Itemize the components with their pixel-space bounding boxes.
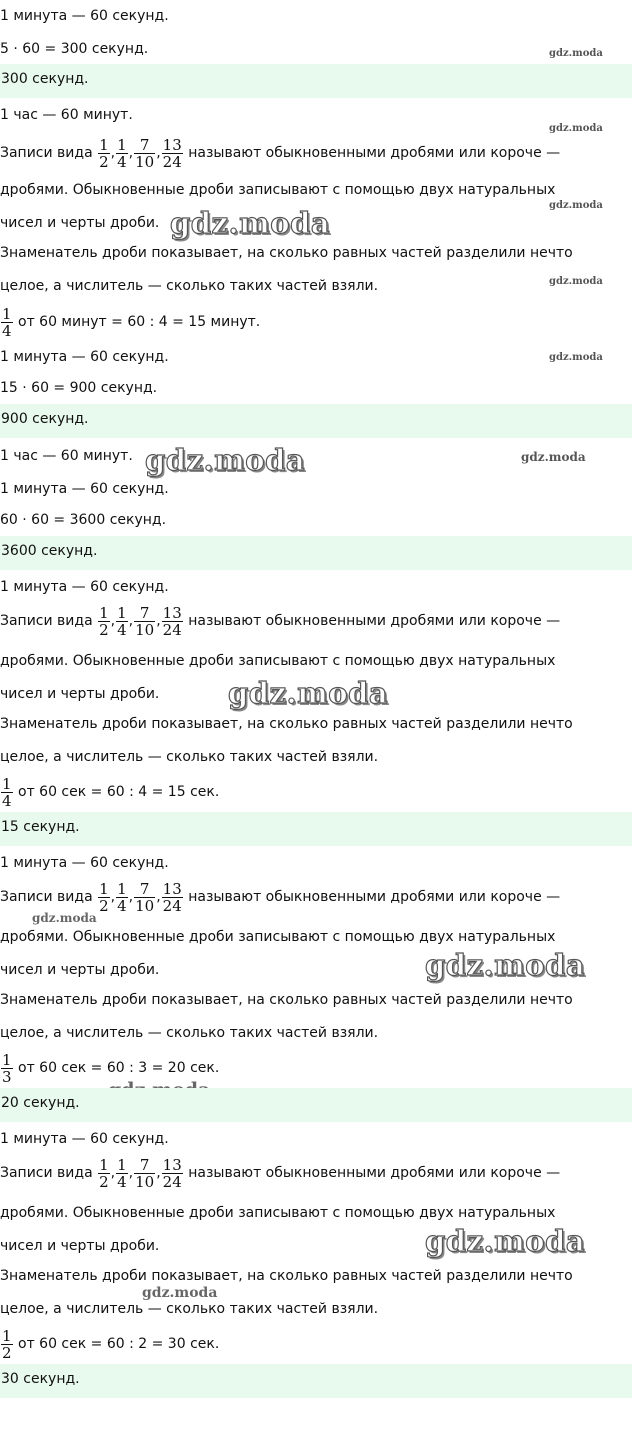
watermark-small: gdz.moda (549, 276, 603, 287)
watermark-small: gdz.moda (549, 48, 603, 59)
text-line: 1 час — 60 минут. (0, 107, 133, 123)
fraction: $\frac{1}{4}$ (117, 879, 127, 915)
definition-line: дробями. Обыкновенные дроби записывают с помощью двух натуральных (0, 929, 556, 945)
answer-row (0, 1364, 632, 1398)
fraction: $\frac{1}{2}$ (99, 603, 109, 639)
fraction: $\frac{1}{2}$ (99, 879, 109, 915)
definition-line: чисел и черты дроби. (0, 215, 160, 231)
answer-text: 30 секунд. (1, 1371, 80, 1387)
calc-line: 15 · 60 = 900 секунд. (0, 380, 158, 396)
definition-line: дробями. Обыкновенные дроби записывают с помощью двух натуральных (0, 653, 556, 669)
answer-text: 300 секунд. (1, 71, 89, 87)
fraction: $\frac{1}{4}$ (117, 135, 127, 171)
fraction: $\frac{7}{10}$ (135, 135, 155, 171)
definition-line: дробями. Обыкновенные дроби записывают с помощью двух натуральных (0, 1205, 556, 1221)
text-line: 1 минута — 60 секунд. (0, 855, 169, 871)
calc-line: $\frac{1}{4}$ от 60 сек = 60 : 4 = 15 сек. (2, 774, 220, 810)
fraction: $\frac{1}{4}$ (2, 304, 12, 340)
fraction: $\frac{7}{10}$ (135, 603, 155, 639)
text-line: 1 минута — 60 секунд. (0, 579, 169, 595)
watermark-large: gdz.moda (170, 206, 331, 240)
answer-text: 20 секунд. (1, 1095, 80, 1111)
fraction: $\frac{13}{24}$ (162, 879, 182, 915)
watermark-large: gdz.moda (425, 1224, 586, 1258)
answer-text: 15 секунд. (1, 819, 80, 835)
answer-row (0, 64, 632, 98)
text-line: 1 минута — 60 секунд. (0, 349, 169, 365)
definition-suffix: называют обыкновенными дробями или короче — (188, 145, 561, 161)
watermark-large: gdz.moda (145, 443, 306, 477)
fraction: $\frac{1}{2}$ (99, 135, 109, 171)
definition-line: дробями. Обыкновенные дроби записывают с помощью двух натуральных (0, 182, 556, 198)
answer-row (0, 536, 632, 570)
definition-line: Записи вида $\frac{1}{2}$ , $\frac{1}{4}$ , $\frac{7}{10}$ , $\frac{13}{24}$ называют обыкновенными дробями или короче — (0, 135, 561, 171)
watermark-large: gdz.moda (228, 676, 389, 710)
definition-line: целое, а числитель — сколько таких частей взяли. (0, 1025, 379, 1041)
definition-line: Записи вида $\frac{1}{2}$ , $\frac{1}{4}$ , $\frac{7}{10}$ , $\frac{13}{24}$ называют обыкновенными дробями или короче — (0, 879, 561, 915)
text-line: 1 минута — 60 секунд. (0, 1131, 169, 1147)
definition-line: Знаменатель дроби показывает, на сколько равных частей разделили нечто (0, 716, 573, 732)
answer-row (0, 1088, 632, 1122)
fraction: $\frac{13}{24}$ (162, 1155, 182, 1191)
fraction: $\frac{1}{4}$ (2, 774, 12, 810)
definition-prefix: Записи вида (0, 145, 93, 161)
fraction: $\frac{7}{10}$ (135, 879, 155, 915)
definition-line: Знаменатель дроби показывает, на сколько равных частей разделили нечто (0, 1268, 573, 1284)
fraction: $\frac{1}{3}$ (2, 1050, 12, 1086)
text-line: 1 минута — 60 секунд. (0, 8, 169, 24)
calc-line: $\frac{1}{3}$ от 60 сек = 60 : 3 = 20 сек. (2, 1050, 220, 1086)
answer-text: 3600 секунд. (1, 543, 98, 559)
watermark-small: gdz.moda (32, 911, 97, 925)
definition-line: целое, а числитель — сколько таких частей взяли. (0, 278, 379, 294)
text-line: 1 час — 60 минут. (0, 448, 133, 464)
watermark-large: gdz.moda (425, 948, 586, 982)
definition-line: целое, а числитель — сколько таких частей взяли. (0, 1301, 379, 1317)
definition-line: чисел и черты дроби. (0, 1238, 160, 1254)
calc-line: $\frac{1}{2}$ от 60 сек = 60 : 2 = 30 сек. (2, 1326, 220, 1362)
watermark-small: gdz.moda (521, 450, 586, 464)
definition-line: Знаменатель дроби показывает, на сколько равных частей разделили нечто (0, 245, 573, 261)
text-line: 1 минута — 60 секунд. (0, 481, 169, 497)
definition-line: Записи вида $\frac{1}{2}$ , $\frac{1}{4}$ , $\frac{7}{10}$ , $\frac{13}{24}$ называют обыкновенными дробями или короче — (0, 603, 561, 639)
fraction: $\frac{1}{2}$ (99, 1155, 109, 1191)
fraction: $\frac{7}{10}$ (135, 1155, 155, 1191)
definition-line: целое, а числитель — сколько таких частей взяли. (0, 749, 379, 765)
fraction: $\frac{1}{2}$ (2, 1326, 12, 1362)
answer-row (0, 812, 632, 846)
definition-line: чисел и черты дроби. (0, 962, 160, 978)
answer-row (0, 404, 632, 438)
calc-line: $\frac{1}{4}$ от 60 минут = 60 : 4 = 15 минут. (2, 304, 261, 340)
definition-line: Знаменатель дроби показывает, на сколько равных частей разделили нечто (0, 992, 573, 1008)
calc-line: 60 · 60 = 3600 секунд. (0, 512, 167, 528)
fraction: $\frac{1}{4}$ (117, 1155, 127, 1191)
watermark-small: gdz.moda (549, 123, 603, 134)
answer-text: 900 секунд. (1, 411, 89, 427)
definition-line: чисел и черты дроби. (0, 686, 160, 702)
watermark-medium: gdz.moda (142, 1285, 218, 1301)
fraction: $\frac{13}{24}$ (162, 135, 182, 171)
fraction: $\frac{1}{4}$ (117, 603, 127, 639)
watermark-small: gdz.moda (549, 352, 603, 363)
definition-line: Записи вида $\frac{1}{2}$ , $\frac{1}{4}$ , $\frac{7}{10}$ , $\frac{13}{24}$ называют обыкновенными дробями или короче — (0, 1155, 561, 1191)
watermark-small: gdz.moda (549, 200, 603, 211)
fraction: $\frac{13}{24}$ (162, 603, 182, 639)
calc-line: 5 · 60 = 300 секунд. (0, 41, 149, 57)
